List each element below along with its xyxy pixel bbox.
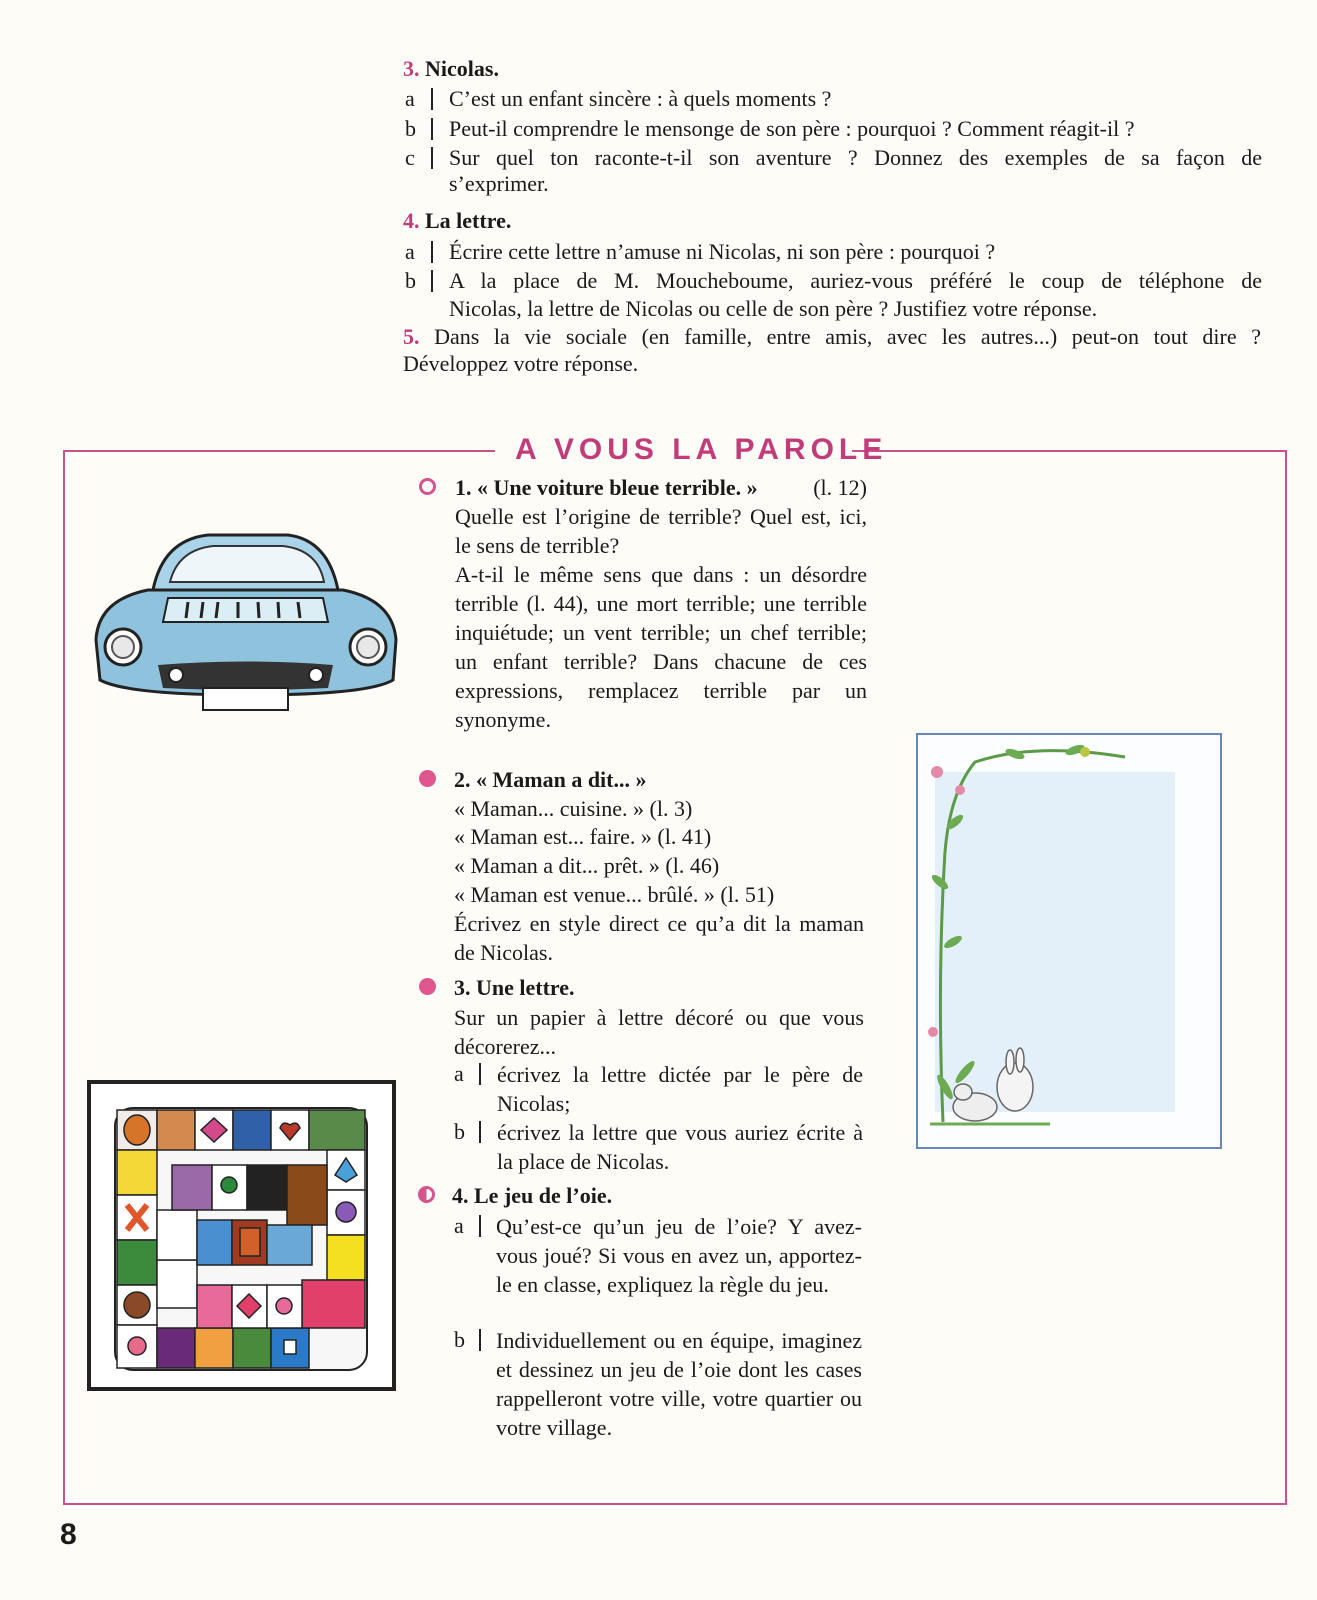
exercise-2-instruction: Écrivez en style direct ce qu’a dit la maman de Nicolas.: [454, 911, 864, 965]
question-5: 5. Dans la vie sociale (en famille, entre amis, avec les autres...) peut-on tout dire ?: [403, 324, 1261, 349]
q4-letter-b: b: [405, 268, 416, 293]
q3-letter-a: a: [405, 86, 415, 111]
box-top-rule-left: [63, 450, 495, 452]
divider: [479, 1121, 481, 1143]
difficulty-empty-circle-icon: [419, 478, 436, 495]
exercise-3-instruction: Sur un papier à lettre décoré ou que vous décorerez...: [454, 1005, 864, 1059]
exercise-3-heading: 3. Une lettre.: [454, 975, 575, 1000]
exercise-4-heading: 4. Le jeu de l’oie.: [452, 1183, 613, 1208]
ex4-letter-a: a: [454, 1213, 464, 1238]
ex3-letter-a: a: [454, 1061, 464, 1086]
quote-line: « Maman est... faire. » (l. 41): [454, 824, 712, 849]
q4-item-b: A la place de M. Moucheboume, auriez-vous préféré le coup de téléphone de: [449, 268, 1262, 293]
difficulty-half-circle-icon: [418, 1186, 435, 1203]
question-4-heading: 4. La lettre.: [403, 208, 512, 233]
exercise-1-heading: 1. « Une voiture bleue terrible. » (l. 12): [455, 475, 867, 500]
exercise-1-question: A-t-il le même sens que dans : un désordre terrible (l. 44), une mort terrible; une terrible inquiétude; un vent terrible; un chef terrible; un enfant terrible? Dans chacune de ces expressions, remplacez terrible par un synonyme.: [455, 562, 867, 732]
question-3-heading: 3. Nicolas.: [403, 56, 499, 81]
exercise-1-origin: Quelle est l’origine de terrible? Quel est, ici, le sens de terrible?: [455, 504, 867, 558]
divider: [479, 1215, 481, 1237]
q4-item-b-cont: Nicolas, la lettre de Nicolas ou celle de son père ? Justifiez votre réponse.: [449, 296, 1098, 321]
ex4-letter-b: b: [454, 1327, 465, 1352]
q4-item-a: Écrire cette lettre n’amuse ni Nicolas, ni son père : pourquoi ?: [449, 239, 996, 264]
divider: [479, 1063, 481, 1085]
divider: [431, 88, 433, 110]
exercise-4-item-b: Individuellement ou en équipe, imaginez et dessinez un jeu de l’oie dont les cases rappelleront votre ville, votre quartier ou votre village.: [496, 1328, 862, 1440]
quote-line: « Maman... cuisine. » (l. 3): [454, 796, 693, 821]
q3-item-b: Peut-il comprendre le mensonge de son père : pourquoi ? Comment réagit-il ?: [449, 116, 1135, 141]
q3-item-c: Sur quel ton raconte-t-il son aventure ? Donnez des exemples de sa façon de: [449, 145, 1262, 170]
question-5-cont: Développez votre réponse.: [403, 351, 639, 376]
q4-letter-a: a: [405, 239, 415, 264]
q3-item-c-cont: s’exprimer.: [449, 171, 549, 196]
divider: [431, 147, 433, 169]
exercise-3-item-a: écrivez la lettre dictée par le père de Nicolas;: [497, 1062, 863, 1116]
blue-car-illustration: [88, 530, 403, 725]
exercise-2-heading: 2. « Maman a dit... »: [454, 767, 647, 792]
divider: [431, 241, 433, 263]
q3-item-a: C’est un enfant sincère : à quels moments ?: [449, 86, 832, 111]
divider: [479, 1329, 481, 1351]
divider: [431, 270, 433, 292]
exercise-4-item-a: Qu’est-ce qu’un jeu de l’oie? Y avez-vous joué? Si vous en avez un, apportez-le en classe, expliquez la règle du jeu.: [496, 1214, 862, 1297]
exercise-3-item-b: écrivez la lettre que vous auriez écrite à la place de Nicolas.: [497, 1120, 863, 1174]
divider: [431, 118, 433, 140]
decorated-letter-paper-illustration: [915, 732, 1225, 1152]
difficulty-full-circle-icon: [419, 978, 436, 995]
goose-game-board-illustration: [87, 1080, 397, 1392]
q3-letter-c: c: [405, 145, 415, 170]
ex3-letter-b: b: [454, 1119, 465, 1144]
q3-letter-b: b: [405, 116, 416, 141]
quote-line: « Maman a dit... prêt. » (l. 46): [454, 853, 720, 878]
difficulty-full-circle-icon: [419, 770, 436, 787]
box-top-rule-right: [852, 450, 1285, 452]
page-number: 8: [60, 1518, 77, 1551]
quote-line: « Maman est venue... brûlé. » (l. 51): [454, 882, 775, 907]
section-heading: A VOUS LA PAROLE: [515, 433, 888, 466]
